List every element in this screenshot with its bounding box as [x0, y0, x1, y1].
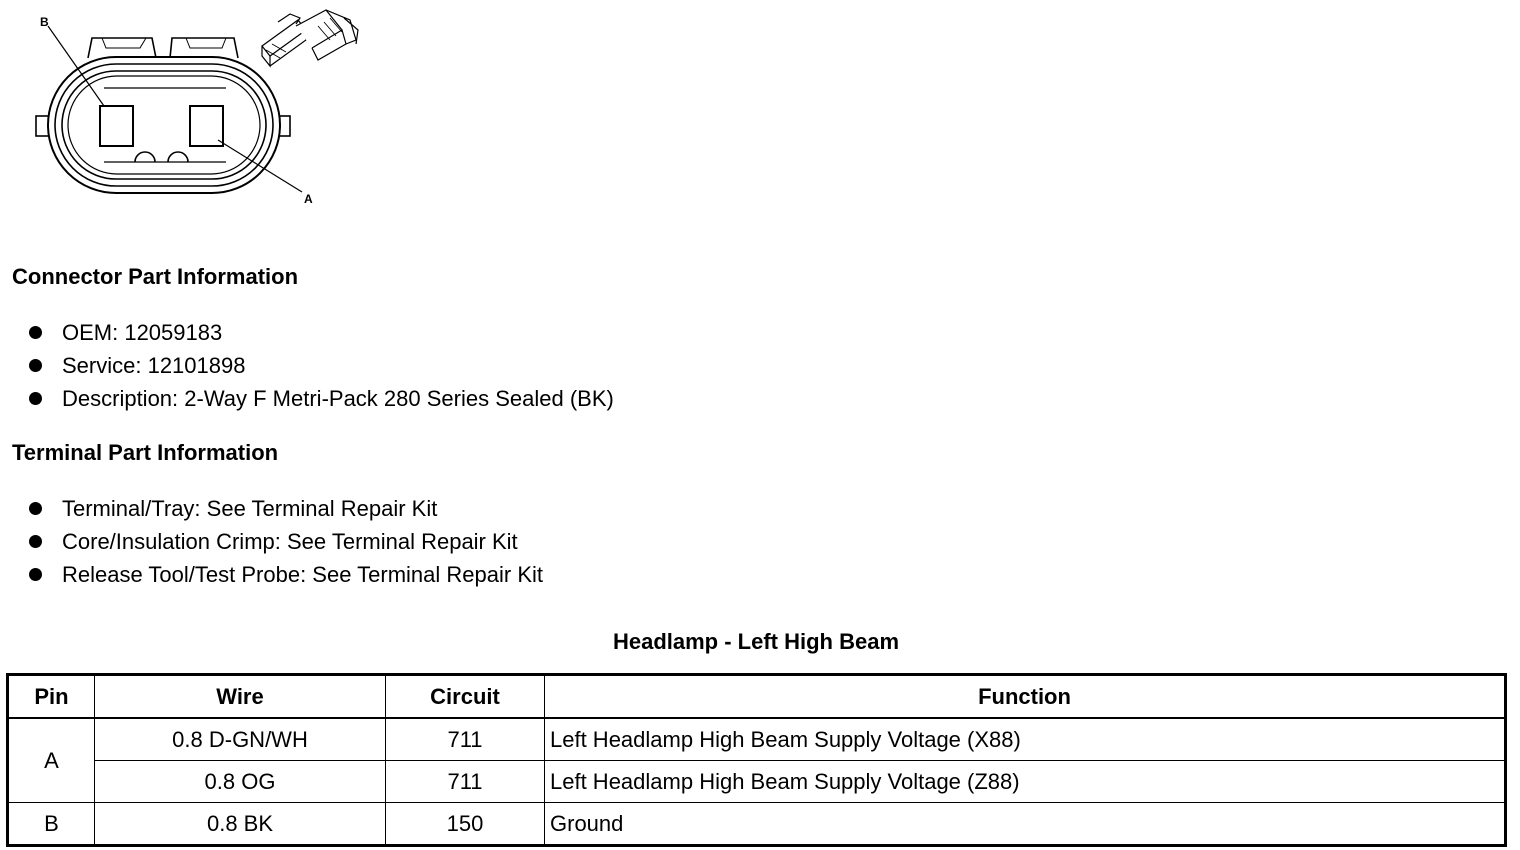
- table-row: [8, 761, 1506, 803]
- cell-wire: 0.8 OG: [95, 761, 386, 803]
- table-header-row: [8, 675, 1506, 719]
- list-item: Service: 12101898: [28, 349, 614, 382]
- cell-function: Left Headlamp High Beam Supply Voltage (X88): [545, 718, 1506, 761]
- header-wire: Wire: [95, 675, 386, 719]
- cell-pin: A: [8, 718, 95, 803]
- cell-pin: B: [8, 803, 95, 846]
- cell-function: Ground: [545, 803, 1506, 846]
- list-item: Core/Insulation Crimp: See Terminal Repair Kit: [28, 525, 543, 558]
- table-title: Headlamp - Left High Beam: [612, 629, 900, 654]
- connector-part-info-list: [28, 316, 614, 415]
- table-row: [8, 718, 1506, 761]
- cell-circuit: 711: [386, 761, 545, 803]
- connector-part-info-heading: Connector Part Information: [12, 264, 299, 289]
- cell-circuit: 150: [386, 803, 545, 846]
- list-item: Description: 2-Way F Metri-Pack 280 Series Sealed (BK): [28, 382, 614, 415]
- list-item: Release Tool/Test Probe: See Terminal Repair Kit: [28, 558, 543, 591]
- header-circuit: Circuit: [386, 675, 545, 719]
- header-pin: Pin: [8, 675, 95, 719]
- cell-function: Left Headlamp High Beam Supply Voltage (Z88): [545, 761, 1506, 803]
- cell-circuit: 711: [386, 718, 545, 761]
- header-function: Function: [545, 675, 1506, 719]
- connector-diagram: [20, 0, 380, 215]
- cell-wire: 0.8 BK: [95, 803, 386, 846]
- cell-wire: 0.8 D-GN/WH: [95, 718, 386, 761]
- list-item: Terminal/Tray: See Terminal Repair Kit: [28, 492, 543, 525]
- terminal-part-info-heading: Terminal Part Information: [12, 440, 279, 465]
- terminal-part-info-list: [28, 492, 543, 591]
- pin-label-a: A: [304, 192, 313, 206]
- connector-3d-icon: [262, 10, 358, 66]
- list-item: OEM: 12059183: [28, 316, 614, 349]
- pin-label-b: B: [40, 15, 49, 29]
- pinout-table: [6, 673, 1507, 847]
- table-row: [8, 803, 1506, 846]
